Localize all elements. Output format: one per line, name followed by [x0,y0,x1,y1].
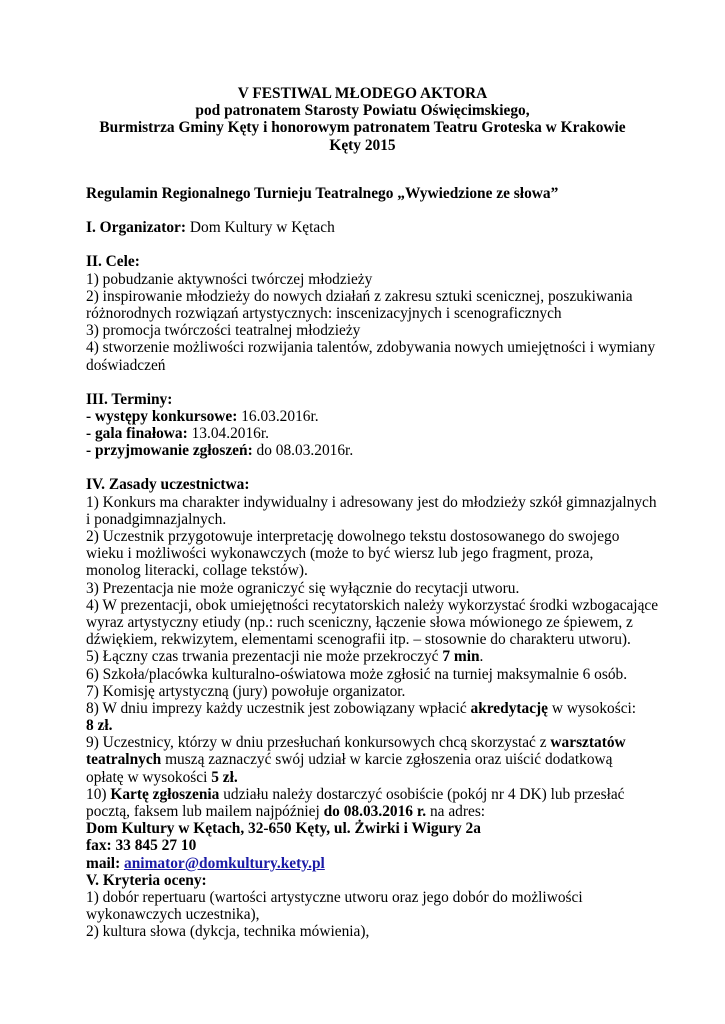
dates-item [86,425,646,442]
goals-line: doświadczeń [86,356,166,374]
rules-line: 6) Szkoła/placówka kulturalno-oświatowa może zgłosić na turniej maksymalnie 6 osób. [86,665,628,683]
dates-item [86,442,646,459]
organizer-label: I. Organizator: [86,219,187,237]
rules-line: wieku i możliwości wykonawczych (może to być wiersz lub jego fragment, proza, [86,545,594,563]
dates-item-value: 16.03.2016r. [237,407,319,425]
regulations-title: Regulamin Regionalnego Turnieju Teatralnego „Wywiedzione ze słowa” [86,185,559,202]
rules-emphasis: Kartę zgłoszenia [110,785,220,803]
mail-line [86,855,646,872]
rules-line [86,700,646,717]
rules-line: 8 zł. [86,717,113,735]
rules-line [86,769,646,786]
rules-line [86,803,646,820]
goals-line: 1) pobudzanie aktywności twórczej młodzieży [86,270,373,288]
email-link[interactable]: animator@domkultury.kety.pl [124,854,325,872]
criteria-line: 2) kultura słowa (dykcja, technika mówienia), [86,923,370,941]
rules-text: opłatę w wysokości [86,768,212,786]
rules-line: monolog literacki, collage tekstów). [86,562,308,580]
goals-line: 3) promocja twórczości teatralnej młodzieży [86,322,361,340]
rules-emphasis: do 08.03.2016 r. [323,803,427,820]
rules-line [86,786,646,803]
criteria-line: wykonawczych uczestnika), [86,906,260,924]
rules-line [86,751,646,768]
criteria-heading: V. Kryteria oceny: [86,871,207,889]
dates-item [86,408,646,425]
dates-heading: III. Terminy: [86,390,173,408]
rules-heading: IV. Zasady uczestnictwa: [86,476,250,494]
rules-text: . [479,648,484,666]
rules-text: na adres: [426,803,486,820]
document-body [86,185,659,941]
rules-line: 2) Uczestnik przygotowuje interpretację dowolnego tekstu dostosowanego do swojego [86,528,620,545]
rules-line: wyraz artystyczny etiudy (np.: ruch sceniczny, łączenie słowa mówionego ze śpiewem, z [86,613,633,631]
rules-text: pocztą, faksem lub mailem najpóźniej [86,803,324,820]
header-line-3: Burmistrza Gminy Kęty i honorowym patronatem Teatru Groteska w Krakowie [99,119,626,137]
header-line-2: pod patronatem Starosty Powiatu Oświęcimskiego, [195,102,530,120]
rules-text: udziału należy dostarczyć osobiście (pokój nr 4 DK) lub przesłać [219,785,625,803]
dates-item-label: - występy konkursowe: [86,407,238,425]
rules-text: w wysokości: [548,699,637,717]
goals-line: różnorodnych rozwiązań artystycznych: inscenizacyjnych i scenograficznych [86,304,562,322]
fax-line: fax: 33 845 27 10 [86,837,197,855]
dates-item-label: - gala finałowa: [86,425,188,443]
dates-item-value: 13.04.2016r. [187,425,269,443]
rules-emphasis: warsztatów [550,734,626,752]
goals-line: 2) inspirowanie młodzieży do nowych działań z zakresu sztuki scenicznej, poszukiwania [86,287,633,305]
dates-item-value: do 08.03.2016r. [252,442,354,460]
goals-line: 4) stworzenie możliwości rozwijania talentów, zdobywania nowych umiejętności i wymiany [86,339,656,357]
rules-line [86,734,646,751]
rules-text: 5) Łączny czas trwania prezentacji nie może przekroczyć [86,648,443,666]
rules-text: muszą zaznaczyć swój udział w karcie zgłoszenia oraz uiścić dodatkową [161,751,613,769]
rules-emphasis: 5 zł. [211,768,238,786]
rules-line: 4) W prezentacji, obok umiejętności recytatorskich należy wykorzystać środki wzbogacające [86,596,659,614]
rules-line: dźwiękiem, rekwizytem, elementami scenografii itp. – stosownie do charakteru utworu). [86,631,631,649]
goals-heading: II. Cele: [86,253,140,271]
address-line: Dom Kultury w Kętach, 32-650 Kęty, ul. Żwirki i Wigury 2a [86,820,481,838]
rules-emphasis: teatralnych [86,751,162,769]
document-header [0,85,725,154]
rules-emphasis: akredytację [470,699,549,717]
rules-line: 7) Komisję artystyczną (jury) powołuje organizator. [86,682,406,700]
rules-emphasis: 7 min [442,648,480,666]
dates-item-label: - przyjmowanie zgłoszeń: [86,442,253,460]
rules-line: 1) Konkurs ma charakter indywidualny i adresowany jest do młodzieży szkół gimnazjalnych [86,493,657,511]
rules-text: 9) Uczestnicy, którzy w dniu przesłuchań konkursowych chcą skorzystać z [86,734,551,752]
mail-label: mail: [86,854,125,872]
rules-text: 10) [86,785,111,803]
criteria-line: 1) dobór repertuaru (wartości artystyczne utworu oraz jego dobór do możliwości [86,888,583,906]
rules-text: 8) W dniu imprezy każdy uczestnik jest zobowiązany wpłacić [86,699,471,717]
organizer-value: Dom Kultury w Kętach [186,219,335,237]
organizer-line [86,219,646,236]
rules-line: 3) Prezentacja nie może ograniczyć się wyłącznie do recytacji utworu. [86,579,520,597]
header-line-1: V FESTIWAL MŁODEGO AKTORA [237,85,488,102]
header-line-4: Kęty 2015 [329,136,396,154]
rules-line [86,648,646,665]
rules-line: i ponadgimnazjalnych. [86,510,227,528]
